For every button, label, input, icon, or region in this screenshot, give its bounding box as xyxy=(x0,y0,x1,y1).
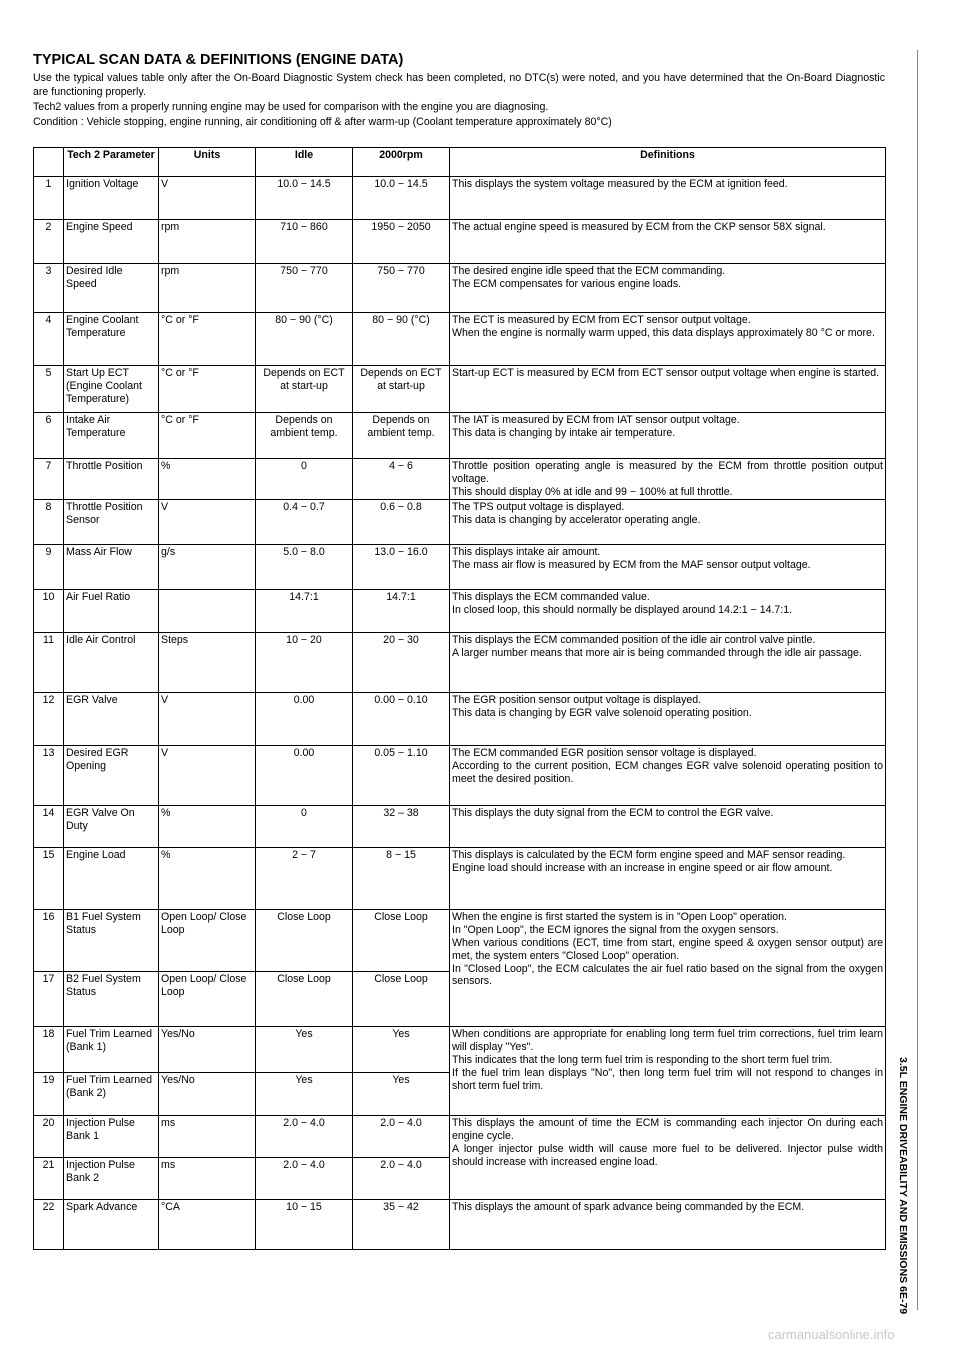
row-units: rpm xyxy=(159,264,256,313)
row-number: 9 xyxy=(34,545,64,590)
row-definition xyxy=(450,545,886,590)
definition-line: Throttle position operating angle is measured by the ECM from throttle position output voltage. xyxy=(452,460,883,485)
definition-line: This displays the amount of spark advance being commanded by the ECM. xyxy=(452,1201,805,1214)
row-2000rpm-value: 32 – 38 xyxy=(353,806,450,848)
row-parameter: B1 Fuel System Status xyxy=(64,910,159,972)
row-number: 2 xyxy=(34,220,64,264)
definition-line: When the engine is normally warm upped, this data displays approximately 80 °C or more. xyxy=(452,326,875,339)
row-2000rpm-value: Yes xyxy=(353,1073,450,1116)
row-parameter: Fuel Trim Learned (Bank 2) xyxy=(64,1073,159,1116)
table-row xyxy=(34,177,886,220)
row-units: Open Loop/ Close Loop xyxy=(159,910,256,972)
row-2000rpm-value: 80 − 90 (°C) xyxy=(353,313,450,366)
row-units: ms xyxy=(159,1116,256,1158)
row-2000rpm-value: 8 − 15 xyxy=(353,848,450,910)
row-number: 14 xyxy=(34,806,64,848)
row-2000rpm-value: 14.7:1 xyxy=(353,590,450,633)
row-definition xyxy=(450,590,886,633)
definition-line: This data is changing by EGR valve solenoid operating position. xyxy=(452,707,752,720)
row-definition xyxy=(450,366,886,413)
row-parameter: Throttle Position xyxy=(64,459,159,500)
intro-paragraph-condition: Condition : Vehicle stopping, engine running, air conditioning off & after warm-up (Coolant temperature approximately 80°C) xyxy=(33,116,612,128)
row-units: V xyxy=(159,693,256,746)
row-parameter: Mass Air Flow xyxy=(64,545,159,590)
row-parameter: Engine Speed xyxy=(64,220,159,264)
row-idle-value: 2.0 − 4.0 xyxy=(256,1116,353,1158)
row-parameter: Ignition Voltage xyxy=(64,177,159,220)
definition-line: This should display 0% at idle and 99 − 100% at full throttle. xyxy=(452,485,733,498)
row-idle-value: 5.0 − 8.0 xyxy=(256,545,353,590)
header-units: Units xyxy=(159,148,256,177)
row-2000rpm-value: 35 − 42 xyxy=(353,1200,450,1250)
row-definition xyxy=(450,177,886,220)
row-2000rpm-value: 0.00 − 0.10 xyxy=(353,693,450,746)
row-units: °CA xyxy=(159,1200,256,1250)
row-definition xyxy=(450,1116,886,1200)
row-parameter: Intake Air Temperature xyxy=(64,413,159,459)
row-idle-value: 14.7:1 xyxy=(256,590,353,633)
row-parameter: B2 Fuel System Status xyxy=(64,972,159,1027)
row-number: 13 xyxy=(34,746,64,806)
row-units: °C or °F xyxy=(159,413,256,459)
row-idle-value: 10.0 − 14.5 xyxy=(256,177,353,220)
table-body xyxy=(34,177,886,1250)
header-number xyxy=(34,148,64,177)
definition-line: In "Closed Loop", the ECM calculates the air fuel ratio based on the signal from the oxygen sensors. xyxy=(452,962,883,988)
table-row xyxy=(34,806,886,848)
page-title: TYPICAL SCAN DATA & DEFINITIONS (ENGINE DATA) xyxy=(33,52,404,68)
row-definition xyxy=(450,500,886,545)
definition-line: The desired engine idle speed that the ECM commanding. xyxy=(452,265,726,277)
row-parameter: Air Fuel Ratio xyxy=(64,590,159,633)
row-number: 18 xyxy=(34,1027,64,1073)
row-idle-value: 710 − 860 xyxy=(256,220,353,264)
table-row xyxy=(34,413,886,459)
definition-line: This displays is calculated by the ECM form engine speed and MAF sensor reading. xyxy=(452,849,846,862)
row-definition xyxy=(450,264,886,313)
definition-line: Engine load should increase with an increase in engine speed or air flow amount. xyxy=(452,862,833,875)
definition-line: Start-up ECT is measured by ECM from ECT sensor output voltage when engine is started. xyxy=(452,367,880,379)
row-idle-value: 0.4 − 0.7 xyxy=(256,500,353,545)
row-2000rpm-value: Close Loop xyxy=(353,972,450,1027)
row-units: Open Loop/ Close Loop xyxy=(159,972,256,1027)
row-parameter: Throttle Position Sensor xyxy=(64,500,159,545)
row-2000rpm-value: 4 − 6 xyxy=(353,459,450,500)
row-units: % xyxy=(159,806,256,848)
definition-line: A longer injector pulse width will cause more fuel to be delivered. Injector pulse width should increase with increased engine load. xyxy=(452,1142,883,1168)
row-2000rpm-value: Depends on ECT at start-up xyxy=(353,366,450,413)
definition-line: This data is changing by accelerator operating angle. xyxy=(452,514,701,527)
row-idle-value: 750 − 770 xyxy=(256,264,353,313)
row-definition xyxy=(450,1200,886,1250)
header-2000rpm: 2000rpm xyxy=(353,148,450,177)
table-row xyxy=(34,1027,886,1073)
definition-line: This displays intake air amount. xyxy=(452,546,601,559)
row-2000rpm-value: 20 − 30 xyxy=(353,633,450,693)
definition-line: In "Open Loop", the ECM ignores the signal from the oxygen sensors. xyxy=(452,924,779,937)
row-2000rpm-value: Yes xyxy=(353,1027,450,1073)
row-parameter: Injection Pulse Bank 2 xyxy=(64,1158,159,1200)
row-2000rpm-value: 2.0 − 4.0 xyxy=(353,1158,450,1200)
header-idle: Idle xyxy=(256,148,353,177)
definition-line: When the engine is first started the system is in "Open Loop" operation. xyxy=(452,911,787,924)
table-row xyxy=(34,693,886,746)
definition-line: When conditions are appropriate for enabling long term fuel trim corrections, fuel trim learn will display "Yes". xyxy=(452,1028,883,1054)
row-units: °C or °F xyxy=(159,366,256,413)
row-units xyxy=(159,590,256,633)
row-number: 4 xyxy=(34,313,64,366)
table-row xyxy=(34,500,886,545)
row-2000rpm-value: 13.0 − 16.0 xyxy=(353,545,450,590)
definition-line: The actual engine speed is measured by ECM from the CKP sensor 58X signal. xyxy=(452,221,826,233)
table-row xyxy=(34,1116,886,1158)
row-idle-value: Depends on ambient temp. xyxy=(256,413,353,459)
section-side-label: 3.5L ENGINE DRIVEABILITY AND EMISSIONS 6E-79 xyxy=(897,1057,909,1315)
row-units: Yes/No xyxy=(159,1027,256,1073)
row-idle-value: 0 xyxy=(256,806,353,848)
header-definitions: Definitions xyxy=(450,148,886,177)
row-units: °C or °F xyxy=(159,313,256,366)
row-number: 8 xyxy=(34,500,64,545)
definition-line: This displays the ECM commanded value. xyxy=(452,591,650,604)
row-definition xyxy=(450,746,886,806)
definition-line: This displays the ECM commanded position of the idle air control valve pintle. xyxy=(452,634,816,647)
row-units: V xyxy=(159,177,256,220)
row-idle-value: Yes xyxy=(256,1073,353,1116)
table-row xyxy=(34,459,886,500)
row-idle-value: 80 − 90 (°C) xyxy=(256,313,353,366)
row-number: 21 xyxy=(34,1158,64,1200)
row-number: 12 xyxy=(34,693,64,746)
row-idle-value: 0 xyxy=(256,459,353,500)
row-definition xyxy=(450,1027,886,1116)
definition-line: This data is changing by intake air temperature. xyxy=(452,426,676,439)
row-units: Steps xyxy=(159,633,256,693)
row-units: Yes/No xyxy=(159,1073,256,1116)
row-number: 11 xyxy=(34,633,64,693)
watermark: carmanualsonline.info xyxy=(768,1327,895,1342)
row-units: rpm xyxy=(159,220,256,264)
row-idle-value: 2.0 − 4.0 xyxy=(256,1158,353,1200)
row-parameter: Engine Load xyxy=(64,848,159,910)
row-idle-value: Depends on ECT at start-up xyxy=(256,366,353,413)
definition-line: The mass air flow is measured by ECM from the MAF sensor output voltage. xyxy=(452,559,811,572)
row-number: 17 xyxy=(34,972,64,1027)
row-number: 5 xyxy=(34,366,64,413)
table-row xyxy=(34,545,886,590)
row-2000rpm-value: Depends on ambient temp. xyxy=(353,413,450,459)
table-row xyxy=(34,910,886,972)
table-row xyxy=(34,746,886,806)
row-parameter: EGR Valve xyxy=(64,693,159,746)
row-number: 22 xyxy=(34,1200,64,1250)
table-row xyxy=(34,848,886,910)
margin-rule xyxy=(917,50,918,1310)
row-idle-value: 10 − 15 xyxy=(256,1200,353,1250)
definition-line: The IAT is measured by ECM from IAT sensor output voltage. xyxy=(452,414,740,426)
row-units: V xyxy=(159,746,256,806)
row-parameter: Spark Advance xyxy=(64,1200,159,1250)
definition-line: The TPS output voltage is displayed. xyxy=(452,501,625,514)
definition-line: The ECM commanded EGR position sensor voltage is displayed. xyxy=(452,747,757,760)
row-number: 15 xyxy=(34,848,64,910)
table-row xyxy=(34,366,886,413)
row-definition xyxy=(450,313,886,366)
definition-line: The ECM compensates for various engine loads. xyxy=(452,277,682,290)
row-idle-value: Yes xyxy=(256,1027,353,1073)
row-definition xyxy=(450,633,886,693)
table-row xyxy=(34,264,886,313)
row-definition xyxy=(450,848,886,910)
row-2000rpm-value: 1950 − 2050 xyxy=(353,220,450,264)
row-number: 10 xyxy=(34,590,64,633)
row-2000rpm-value: 0.05 − 1.10 xyxy=(353,746,450,806)
row-units: ms xyxy=(159,1158,256,1200)
row-definition xyxy=(450,220,886,264)
row-units: % xyxy=(159,848,256,910)
row-definition xyxy=(450,910,886,1027)
row-number: 7 xyxy=(34,459,64,500)
scan-data-table xyxy=(33,147,886,1250)
definition-line: When various conditions (ECT, time from start, engine speed & oxygen sensor output) are met, the system enters "Closed Loop" operation. xyxy=(452,936,883,962)
row-number: 3 xyxy=(34,264,64,313)
row-parameter: Idle Air Control xyxy=(64,633,159,693)
row-parameter: Fuel Trim Learned (Bank 1) xyxy=(64,1027,159,1073)
row-number: 20 xyxy=(34,1116,64,1158)
definition-line: The ECT is measured by ECM from ECT sensor output voltage. xyxy=(452,314,751,326)
row-2000rpm-value: 0.6 − 0.8 xyxy=(353,500,450,545)
row-units: g/s xyxy=(159,545,256,590)
definition-line: A larger number means that more air is being commanded through the idle air passage. xyxy=(452,647,862,660)
row-parameter: Desired Idle Speed xyxy=(64,264,159,313)
table-row xyxy=(34,1200,886,1250)
row-idle-value: Close Loop xyxy=(256,972,353,1027)
definition-line: In closed loop, this should normally be displayed around 14.2:1 − 14.7:1. xyxy=(452,604,793,617)
row-units: V xyxy=(159,500,256,545)
row-idle-value: 0.00 xyxy=(256,746,353,806)
definition-line: If the fuel trim lean displays "No", then long term fuel trim will not respond to changes in short term fuel trim. xyxy=(452,1066,883,1092)
table-row xyxy=(34,313,886,366)
row-2000rpm-value: 10.0 − 14.5 xyxy=(353,177,450,220)
table-row xyxy=(34,220,886,264)
row-definition xyxy=(450,806,886,848)
definition-line: This displays the amount of time the ECM is commanding each injector On during each engine cycle. xyxy=(452,1117,883,1143)
header-parameter: Tech 2 Parameter xyxy=(64,148,159,177)
definition-line: The EGR position sensor output voltage is displayed. xyxy=(452,694,702,707)
intro-paragraph-usage: Use the typical values table only after the On-Board Diagnostic System check has been completed, no DTC(s) were noted, and you have determined that the On-Board Diagnostic are functioning properly. xyxy=(33,72,885,98)
row-number: 16 xyxy=(34,910,64,972)
row-idle-value: 0.00 xyxy=(256,693,353,746)
definition-line: This indicates that the long term fuel trim is responding to the short term fuel trim. xyxy=(452,1053,833,1066)
row-parameter: Start Up ECT (Engine Coolant Temperature) xyxy=(64,366,159,413)
table-header-row xyxy=(34,148,886,177)
row-definition xyxy=(450,413,886,459)
table-row xyxy=(34,633,886,693)
row-idle-value: 10 − 20 xyxy=(256,633,353,693)
row-parameter: Desired EGR Opening xyxy=(64,746,159,806)
row-idle-value: Close Loop xyxy=(256,910,353,972)
table-row xyxy=(34,590,886,633)
row-2000rpm-value: Close Loop xyxy=(353,910,450,972)
definition-line: This displays the system voltage measured by the ECM at ignition feed. xyxy=(452,178,788,190)
row-parameter: Injection Pulse Bank 1 xyxy=(64,1116,159,1158)
row-definition xyxy=(450,459,886,500)
row-parameter: Engine Coolant Temperature xyxy=(64,313,159,366)
row-parameter: EGR Valve On Duty xyxy=(64,806,159,848)
row-idle-value: 2 − 7 xyxy=(256,848,353,910)
row-number: 1 xyxy=(34,177,64,220)
intro-paragraph-comparison: Tech2 values from a properly running engine may be used for comparison with the engine you are diagnosing. xyxy=(33,101,549,113)
row-definition xyxy=(450,693,886,746)
row-number: 19 xyxy=(34,1073,64,1116)
definition-line: According to the current position, ECM changes EGR valve solenoid operating position to meet the desired position. xyxy=(452,760,883,785)
row-2000rpm-value: 750 − 770 xyxy=(353,264,450,313)
definition-line: This displays the duty signal from the ECM to control the EGR valve. xyxy=(452,807,774,820)
row-number: 6 xyxy=(34,413,64,459)
row-2000rpm-value: 2.0 − 4.0 xyxy=(353,1116,450,1158)
row-units: % xyxy=(159,459,256,500)
